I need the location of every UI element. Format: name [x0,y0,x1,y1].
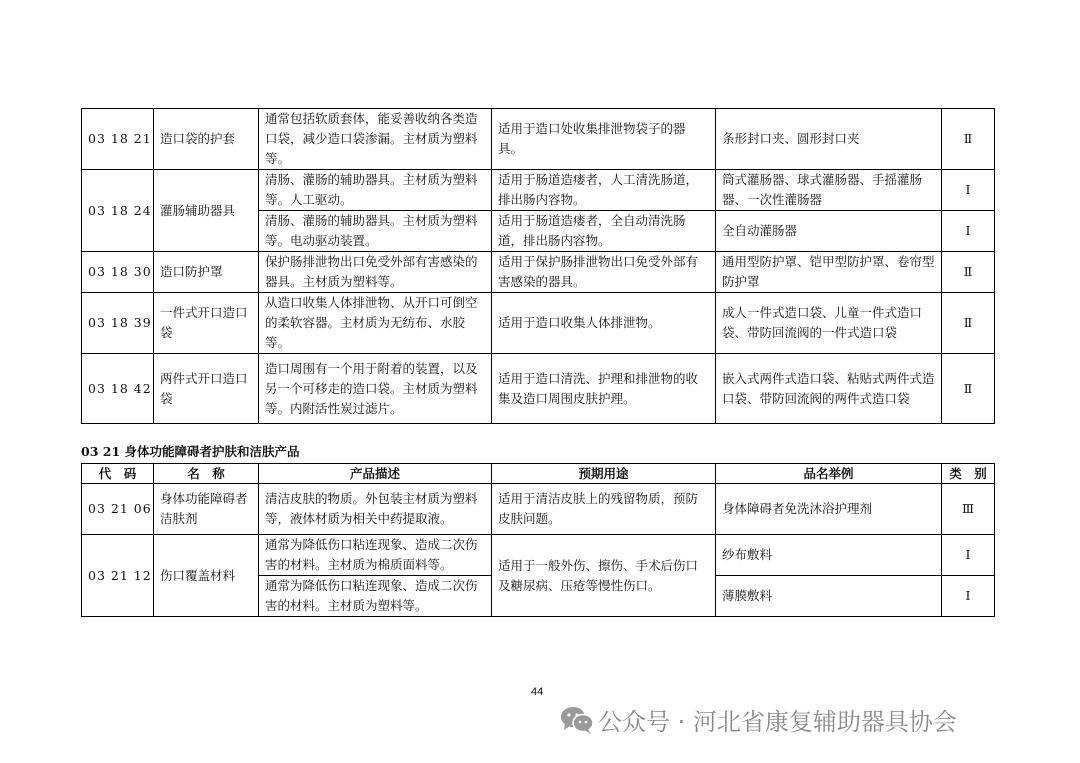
intended-use-cell: 适用于一般外伤、擦伤、手术后伤口及糖尿病、压疮等慢性伤口。 [492,535,716,617]
category-cell: Ⅰ [942,535,995,576]
intended-use-cell: 适用于保护肠排泄物出口免受外部有害感染的器具。 [492,252,716,293]
description-cell: 通常为降低伤口粘连现象、造成二次伤害的材料。主材质为塑料等。 [259,576,492,617]
code-cell: 03 18 39 [82,293,154,354]
examples-cell: 全自动灌肠器 [716,211,942,252]
table-row [82,252,995,293]
code-cell: 03 21 12 [82,535,154,617]
header-description: 产品描述 [259,464,492,484]
table-row [82,535,995,576]
product-table-03-21 [81,463,995,617]
intended-use-cell: 适用于造口清洗、护理和排泄物的收集及造口周围皮肤护理。 [492,354,716,424]
description-cell: 从造口收集人体排泄物、从开口可倒空的柔软容器。主材质为无纺布、水胶等。 [259,293,492,354]
description-cell: 清肠、灌肠的辅助器具。主材质为塑料等。人工驱动。 [259,170,492,211]
examples-cell: 嵌入式两件式造口袋、粘贴式两件式造口袋、带防回流阀的两件式造口袋 [716,354,942,424]
table-row [82,293,995,354]
name-cell: 灌肠辅助器具 [154,170,259,252]
category-cell: Ⅰ [942,576,995,617]
table-header-row [82,464,995,484]
section-heading: 03 21 身体功能障碍者护肤和洁肤产品 [81,444,300,459]
examples-cell: 纱布敷料 [716,535,942,576]
table-row [82,109,995,170]
watermark [560,702,957,737]
examples-cell: 条形封口夹、圆形封口夹 [716,109,942,170]
examples-cell: 通用型防护罩、铠甲型防护罩、卷帘型防护罩 [716,252,942,293]
category-cell: Ⅰ [942,211,995,252]
header-examples: 品名举例 [716,464,942,484]
product-table-03-18 [81,108,995,424]
code-cell: 03 18 21 [82,109,154,170]
description-cell: 清肠、灌肠的辅助器具。主材质为塑料等。电动驱动装置。 [259,211,492,252]
intended-use-cell: 适用于造口处收集排泄物袋子的器具。 [492,109,716,170]
description-cell: 保护肠排泄物出口免受外部有害感染的器具。主材质为塑料等。 [259,252,492,293]
category-cell: Ⅲ [942,484,995,535]
examples-cell: 筒式灌肠器、球式灌肠器、手摇灌肠器、一次性灌肠器 [716,170,942,211]
description-cell: 清洁皮肤的物质。外包装主材质为塑料等，液体材质为相关中药提取液。 [259,484,492,535]
examples-cell: 身体障碍者免洗沐浴护理剂 [716,484,942,535]
code-cell: 03 18 30 [82,252,154,293]
header-category: 类 别 [942,464,995,484]
page-number: 44 [531,686,544,698]
name-cell: 一件式开口造口袋 [154,293,259,354]
name-cell: 造口袋的护套 [154,109,259,170]
category-cell: Ⅱ [942,354,995,424]
table-row [82,484,995,535]
name-cell: 两件式开口造口袋 [154,354,259,424]
header-name: 名 称 [154,464,259,484]
description-cell: 造口周围有一个用于附着的装置，以及另一个可移走的造口袋。主材质为塑料等。内附活性炭过滤片。 [259,354,492,424]
intended-use-cell: 适用于清洁皮肤上的残留物质，预防皮肤问题。 [492,484,716,535]
category-cell: Ⅱ [942,293,995,354]
table-row [82,170,995,211]
category-cell: Ⅱ [942,109,995,170]
code-cell: 03 21 06 [82,484,154,535]
category-cell: Ⅰ [942,170,995,211]
wechat-icon [560,705,594,735]
code-cell: 03 18 24 [82,170,154,252]
category-cell: Ⅱ [942,252,995,293]
header-intended-use: 预期用途 [492,464,716,484]
name-cell: 伤口覆盖材料 [154,535,259,617]
examples-cell: 薄膜敷料 [716,576,942,617]
intended-use-cell: 适用于肠道造瘘者，全自动清洗肠道，排出肠内容物。 [492,211,716,252]
intended-use-cell: 适用于肠道造瘘者，人工清洗肠道，排出肠内容物。 [492,170,716,211]
name-cell: 身体功能障碍者洁肤剂 [154,484,259,535]
description-cell: 通常包括软质套体，能妥善收纳各类造口袋，减少造口袋渗漏。主材质为塑料等。 [259,109,492,170]
intended-use-cell: 适用于造口收集人体排泄物。 [492,293,716,354]
watermark-text: 公众号 · 河北省康复辅助器具协会 [598,708,957,736]
header-code: 代 码 [82,464,154,484]
name-cell: 造口防护罩 [154,252,259,293]
code-cell: 03 18 42 [82,354,154,424]
examples-cell: 成人一件式造口袋、儿童一件式造口袋、带防回流阀的一件式造口袋 [716,293,942,354]
description-cell: 通常为降低伤口粘连现象、造成二次伤害的材料。主材质为棉质面料等。 [259,535,492,576]
table-row [82,354,995,424]
